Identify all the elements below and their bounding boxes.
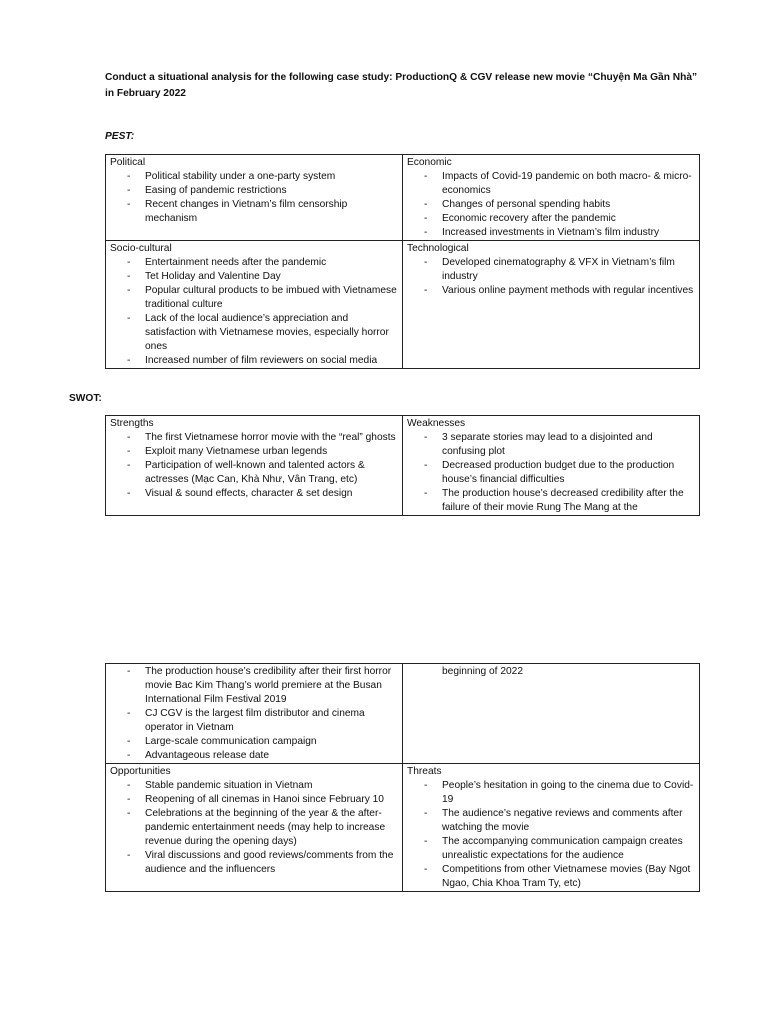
economic-title: Economic: [407, 157, 452, 168]
list-item: [407, 431, 695, 459]
dash-bullet: -: [127, 794, 131, 805]
weaknesses-cell-continued: [403, 664, 700, 764]
dash-bullet: -: [424, 285, 428, 296]
list-item: [110, 849, 398, 877]
strengths-cell-continued: [106, 664, 403, 764]
dash-bullet: -: [127, 199, 131, 210]
list-item-text: Celebrations at the beginning of the year & the after-pandemic entertainment needs (may help to increase revenue during the opening days): [145, 808, 386, 847]
list-item-text: The first Vietnamese horror movie with the “real” ghosts: [145, 432, 396, 443]
list-item-text: The production house’s credibility after their first horror movie Bac Kim Thang’s world premiere at the Busan International Film Festival 2019: [145, 666, 392, 705]
threats-list: [407, 779, 695, 891]
list-item-text: Stable pandemic situation in Vietnam: [145, 780, 313, 791]
list-item: [110, 256, 398, 270]
opportunities-cell: [106, 764, 403, 892]
list-item-text: Visual & sound effects, character & set design: [145, 488, 353, 499]
dash-bullet: -: [127, 257, 131, 268]
dash-bullet: -: [127, 808, 131, 819]
list-item: [110, 184, 398, 198]
list-item: [110, 665, 398, 707]
list-item: [110, 487, 398, 501]
list-item: [110, 749, 398, 763]
list-item-text: Competitions from other Vietnamese movies (Bay Ngot Ngao, Chia Khoa Tram Ty, etc): [442, 864, 691, 889]
list-item-text: Impacts of Covid-19 pandemic on both macro- & micro-economics: [442, 171, 692, 196]
list-item-text: The production house’s decreased credibility after the failure of their movie Rung The Mang at the: [442, 488, 684, 513]
list-item: [407, 807, 695, 835]
opportunities-title: Opportunities: [110, 766, 171, 777]
dash-bullet: -: [127, 271, 131, 282]
list-item-text: People’s hesitation in going to the cinema due to Covid-19: [442, 780, 694, 805]
technological-list: [407, 256, 695, 298]
dash-bullet: -: [424, 488, 428, 499]
dash-bullet: -: [424, 257, 428, 268]
list-item: [407, 212, 695, 226]
list-item: [407, 226, 695, 240]
political-title: Political: [110, 157, 146, 168]
strengths-cell: [106, 416, 403, 516]
technological-cell: [403, 241, 700, 369]
socio-cultural-list: [110, 256, 398, 368]
list-item-text: Various online payment methods with regular incentives: [442, 285, 694, 296]
dash-bullet: -: [127, 171, 131, 182]
dash-bullet: -: [424, 836, 428, 847]
dash-bullet: -: [127, 736, 131, 747]
opportunities-list: [110, 779, 398, 877]
list-item-text: Changes of personal spending habits: [442, 199, 611, 210]
list-item: [110, 431, 398, 445]
list-item-text: Increased investments in Vietnam’s film industry: [442, 227, 660, 238]
strengths-title: Strengths: [110, 418, 154, 429]
dash-bullet: -: [127, 708, 131, 719]
list-item-text: Large-scale communication campaign: [145, 736, 317, 747]
list-item-text: Popular cultural products to be imbued with Vietnamese traditional culture: [145, 285, 397, 310]
list-item-text: Economic recovery after the pandemic: [442, 213, 616, 224]
list-item-text: Exploit many Vietnamese urban legends: [145, 446, 328, 457]
political-cell: [106, 155, 403, 241]
weaknesses-title: Weaknesses: [407, 418, 466, 429]
dash-bullet: -: [127, 850, 131, 861]
threats-cell: [403, 764, 700, 892]
socio-cultural-cell: [106, 241, 403, 369]
list-item-text: Advantageous release date: [145, 750, 270, 761]
dash-bullet: -: [127, 446, 131, 457]
list-item: [407, 863, 695, 891]
swot-table-part1: [105, 415, 700, 516]
threats-title: Threats: [407, 766, 442, 777]
list-item-text: Entertainment needs after the pandemic: [145, 257, 327, 268]
list-item: [407, 198, 695, 212]
dash-bullet: -: [424, 432, 428, 443]
swot-heading: SWOT:: [69, 393, 102, 404]
list-item: [110, 445, 398, 459]
dash-bullet: -: [424, 227, 428, 238]
weaknesses-list-part1: [407, 431, 695, 515]
list-item-text: Developed cinematography & VFX in Vietnam’s film industry: [442, 257, 675, 282]
list-item: [110, 270, 398, 284]
list-item-text: The audience’s negative reviews and comments after watching the movie: [442, 808, 683, 833]
political-list: [110, 170, 398, 226]
dash-bullet: -: [127, 666, 131, 677]
list-item: [407, 779, 695, 807]
list-item: [110, 312, 398, 354]
dash-bullet: -: [127, 313, 131, 324]
economic-cell: [403, 155, 700, 241]
dash-bullet: -: [424, 864, 428, 875]
list-item: [407, 487, 695, 515]
dash-bullet: -: [127, 285, 131, 296]
list-item: [407, 835, 695, 863]
dash-bullet: -: [127, 750, 131, 761]
list-item: [110, 354, 398, 368]
socio-cultural-title: Socio-cultural: [110, 243, 172, 254]
list-item: [110, 807, 398, 849]
list-item-text: Viral discussions and good reviews/comments from the audience and the influencers: [145, 850, 394, 875]
technological-title: Technological: [407, 243, 469, 254]
dash-bullet: -: [127, 432, 131, 443]
list-item-text: Recent changes in Vietnam’s film censorship mechanism: [145, 199, 348, 224]
list-item-text: Reopening of all cinemas in Hanoi since February 10: [145, 794, 384, 805]
dash-bullet: -: [127, 460, 131, 471]
list-item-text: Increased number of film reviewers on social media: [145, 355, 378, 366]
list-item-text: Lack of the local audience’s appreciation and satisfaction with Vietnamese movies, especially horror ones: [145, 313, 389, 352]
list-item-text: Participation of well-known and talented actors & actresses (Mạc Can, Khà Như, Vân Trang, etc): [145, 460, 365, 485]
dash-bullet: -: [127, 185, 131, 196]
list-item-text: The accompanying communication campaign creates unrealistic expectations for the audience: [442, 836, 683, 861]
dash-bullet: -: [127, 780, 131, 791]
list-item: [407, 284, 695, 298]
weaknesses-continuation: beginning of 2022: [442, 666, 524, 677]
list-item: [110, 284, 398, 312]
list-item-text: Easing of pandemic restrictions: [145, 185, 287, 196]
pest-table: [105, 154, 700, 369]
list-item: [110, 198, 398, 226]
dash-bullet: -: [424, 780, 428, 791]
list-item: [407, 459, 695, 487]
document-title: Conduct a situational analysis for the following case study: ProductionQ & CGV release new movie “Chuyện Ma Gần Nhà” in February 2022: [105, 72, 698, 99]
dash-bullet: -: [424, 460, 428, 471]
list-item: [110, 459, 398, 487]
strengths-list-part2: [110, 665, 398, 763]
swot-table-part2: [105, 663, 700, 892]
list-item: [110, 170, 398, 184]
dash-bullet: -: [127, 488, 131, 499]
dash-bullet: -: [424, 199, 428, 210]
list-item: [407, 256, 695, 284]
list-item-text: 3 separate stories may lead to a disjointed and confusing plot: [442, 432, 653, 457]
list-item-text: Political stability under a one-party system: [145, 171, 336, 182]
list-item-text: CJ CGV is the largest film distributor and cinema operator in Vietnam: [145, 708, 365, 733]
list-item: [407, 170, 695, 198]
economic-list: [407, 170, 695, 240]
list-item-text: Decreased production budget due to the production house’s financial difficulties: [442, 460, 675, 485]
list-item-text: Tet Holiday and Valentine Day: [145, 271, 281, 282]
dash-bullet: -: [127, 355, 131, 366]
dash-bullet: -: [424, 213, 428, 224]
weaknesses-cell: [403, 416, 700, 516]
list-item: [110, 707, 398, 735]
dash-bullet: -: [424, 808, 428, 819]
list-item: [110, 793, 398, 807]
pest-heading: PEST:: [105, 131, 135, 142]
list-item: [110, 779, 398, 793]
dash-bullet: -: [424, 171, 428, 182]
strengths-list-part1: [110, 431, 398, 501]
list-item: [110, 735, 398, 749]
